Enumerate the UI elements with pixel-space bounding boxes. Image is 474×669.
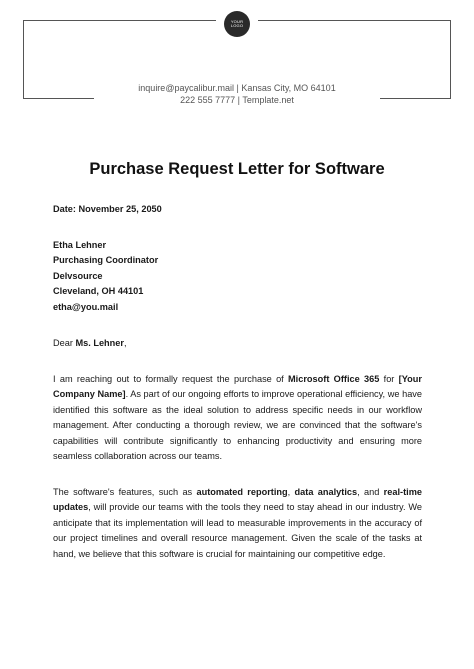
p1-company-name: [Your Company Name] [53, 374, 422, 400]
recipient-company: Delvsource [53, 270, 103, 281]
recipient-position: Purchasing Coordinator [53, 255, 159, 266]
logo-line1: YOUR [230, 18, 244, 24]
page-title: Purchase Request Letter for Software [89, 160, 385, 178]
p2-feature-1: automated reporting [196, 487, 288, 497]
recipient-email: etha@you.mail [53, 301, 119, 312]
company-logo [224, 11, 250, 37]
p1-text-1: I am reaching out to formally request the purchase of [53, 374, 289, 384]
p1-software-name: Microsoft Office 365 [288, 374, 380, 384]
p1-text-3: . As part of our ongoing efforts to improve operational efficiency, we have identified this software as the ideal solution to address specific needs in our workflow management. After conducting a thorough review, we are convinced that the software's capabilities will contribute significantly to enhancing productivity and ensuring more seamless collaboration across our teams. [53, 389, 423, 462]
p2-feature-3: real-time updates [53, 487, 422, 513]
contact-line2: 222 555 7777 | Template.net [180, 95, 294, 105]
body-paragraph-2 [53, 485, 422, 562]
p2-text-4: , will provide our teams with the tools they need to stay ahead in our industry. We anticipate that its implementation will lead to measurable improvements in the accuracy of our project timelines and overall resource management. Given the scale of the tasks at hand, we believe that this software is crucial for maintaining our competitive edge. [53, 502, 422, 559]
letter-date: Date: November 25, 2050 [53, 204, 162, 214]
salutation-prefix: Dear [53, 338, 76, 348]
p2-text-3: , and [357, 487, 384, 497]
p2-text-1: The software's features, such as [53, 487, 197, 497]
body-paragraph-1 [53, 372, 422, 464]
p2-feature-2: data analytics [294, 487, 358, 497]
salutation-suffix: , [123, 338, 127, 348]
contact-line1: inquire@paycalibur.mail | Kansas City, MO 64101 [138, 83, 336, 93]
recipient-block [53, 238, 422, 315]
salutation [53, 336, 422, 351]
salutation-name: Ms. Lehner [75, 338, 124, 348]
p2-text-2: , [287, 487, 295, 497]
recipient-name: Etha Lehner [53, 240, 107, 250]
frame-top-left-line [23, 20, 216, 21]
logo-line2: LOGO [230, 23, 244, 28]
recipient-city: Cleveland, OH 44101 [53, 286, 144, 297]
p1-text-2: for [379, 374, 399, 384]
frame-top-right-line [258, 20, 451, 21]
